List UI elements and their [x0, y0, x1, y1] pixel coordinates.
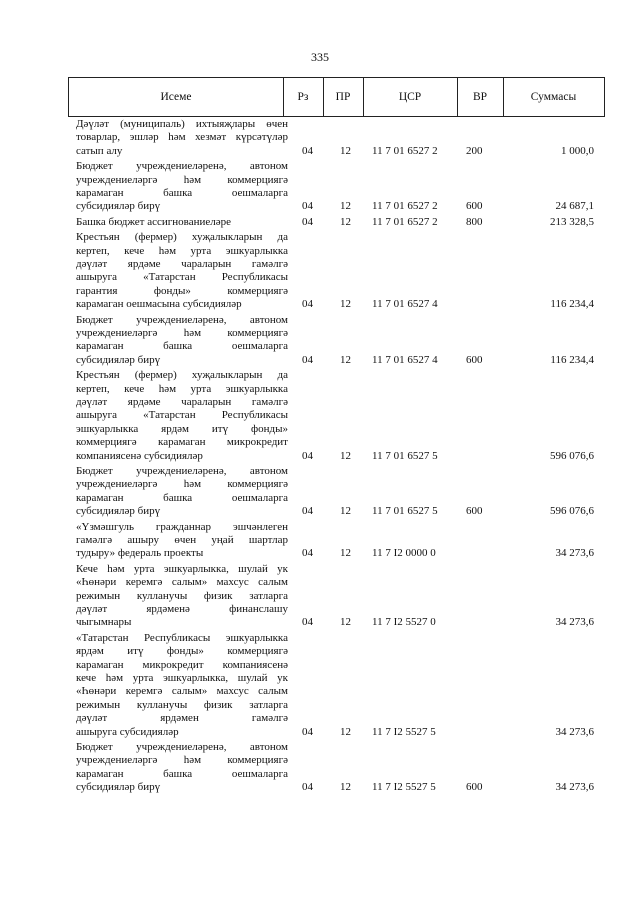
row-name-line: Кече һәм урта эшкуарлыкка, шулай ук [76, 562, 288, 575]
column-header-sum: Суммасы [530, 91, 577, 103]
row-name-line: карамаган микрокредит компаниясенә [76, 658, 288, 671]
row-vr: 600 [466, 353, 483, 366]
row-sum: 34 273,6 [555, 725, 594, 738]
column-header-rz: Рз [297, 91, 309, 103]
row-name-line: дәүләт ярдәме чараларын гамәлгә [76, 396, 288, 408]
row-name-line: сатып алу [76, 144, 123, 157]
row-csr: 11 7 I2 5527 5 [372, 781, 436, 794]
row-rz: 04 [302, 200, 313, 213]
row-name-line: ярдәм итү фонды» коммерциягә [76, 645, 288, 658]
row-name-line: чыгымнары [76, 616, 132, 629]
row-name-line: гарантия фонды» коммерциягә [76, 284, 288, 297]
row-pr: 12 [340, 144, 351, 157]
row-sum: 34 273,6 [555, 781, 594, 794]
row-name-line: ашыруга «Татарстан Республикасы [76, 271, 288, 284]
row-name-line: режимын кулланучы физик затларга [76, 698, 288, 711]
row-vr: 600 [466, 781, 483, 794]
row-csr: 11 7 01 6527 5 [372, 449, 438, 462]
row-csr: 11 7 01 6527 5 [372, 505, 438, 518]
row-name [76, 160, 288, 214]
row-pr: 12 [340, 505, 351, 518]
row-rz: 04 [302, 144, 313, 157]
row-sum: 596 076,6 [550, 449, 594, 462]
row-name-line: учреждениеләргә һәм коммерциягә [76, 173, 288, 186]
row-vr: 600 [466, 505, 483, 518]
row-csr: 11 7 01 6527 2 [372, 200, 438, 213]
row-pr: 12 [340, 215, 351, 228]
row-csr: 11 7 01 6527 4 [372, 298, 438, 311]
column-header-vr: ВР [472, 91, 488, 103]
row-name-line: дәүләт ярдәмен гамәлгә [76, 712, 288, 725]
row-csr: 11 7 01 6527 2 [372, 215, 438, 228]
row-name-line: «Татарстан Республикасы эшкуарлыкка [76, 631, 288, 644]
row-name-line: кертеп, кече һәм урта эшкуарлыкка [76, 244, 288, 257]
row-name-line: эшкуарлыкка ярдәм итү фонды» [76, 422, 288, 435]
row-name-line: «Һөнәри керемгә салым» махсус салым [76, 685, 288, 698]
row-name-line: карамаган башка оешмаларга [76, 340, 288, 353]
row-name-line: субсидияләр бирү [76, 200, 161, 213]
row-sum: 34 273,6 [555, 616, 594, 629]
row-name-line: дәүләт ярдәме чараларын гамәлгә [76, 258, 288, 270]
row-pr: 12 [340, 449, 351, 462]
row-sum: 116 234,4 [550, 298, 594, 311]
row-pr: 12 [340, 200, 351, 213]
row-name [76, 465, 288, 519]
row-name [76, 118, 288, 158]
row-sum: 213 328,5 [550, 215, 594, 228]
row-vr: 800 [466, 215, 483, 228]
row-name-line: субсидияләр бирү [76, 353, 161, 366]
row-name-line: Бюджет учреждениеләренә, автоном [76, 741, 288, 753]
row-name-line: карамаган башка оешмаларга [76, 767, 288, 780]
row-name [76, 314, 288, 368]
row-name-line: товарлар, эшләр һәм хезмәт күрсәтүләр [76, 131, 288, 144]
row-name [76, 521, 288, 561]
row-name-line: ашыруга «Татарстан Республикасы [76, 409, 288, 422]
row-name [76, 369, 288, 463]
row-name-line: Бюджет учреждениеләренә, автоном [76, 313, 288, 326]
row-name-line: коммерциягә карамаган микрокредит [76, 436, 288, 449]
row-rz: 04 [302, 725, 313, 738]
row-csr: 11 7 I2 5527 0 [372, 616, 436, 629]
row-name-line: режимын кулланучы физик затларга [76, 589, 288, 602]
row-name-line: кече һәм урта эшкуарлыкка, шулай ук [76, 672, 288, 685]
row-name-line: карамаган башка оешмаларга [76, 491, 288, 504]
row-csr: 11 7 I2 0000 0 [372, 547, 436, 560]
row-sum: 34 273,6 [555, 547, 594, 560]
row-rz: 04 [302, 505, 313, 518]
row-pr: 12 [340, 725, 351, 738]
row-csr: 11 7 01 6527 2 [372, 144, 438, 157]
row-name-line: субсидияләр бирү [76, 781, 161, 794]
row-vr: 600 [466, 200, 483, 213]
page-number: 335 [311, 50, 329, 64]
row-name-line: учреждениеләргә һәм коммерциягә [76, 327, 288, 339]
row-csr: 11 7 01 6527 4 [372, 353, 438, 366]
row-rz: 04 [302, 215, 313, 228]
column-header-csr: ЦСР [398, 91, 422, 103]
row-name [76, 563, 288, 630]
row-pr: 12 [340, 547, 351, 560]
row-rz: 04 [302, 449, 313, 462]
row-csr: 11 7 I2 5527 5 [372, 725, 436, 738]
row-name-line: гамәлгә ашыру өчен уңай шартлар [76, 534, 288, 546]
row-name [76, 632, 288, 739]
row-name-line: Крестьян (фермер) хуҗалыкларын да [76, 231, 288, 244]
column-header-pr: ПР [335, 91, 351, 103]
row-name-line: тудыру» федераль проекты [76, 547, 204, 560]
row-rz: 04 [302, 298, 313, 311]
row-name-line: компаниясенә субсидияләр [76, 449, 203, 462]
row-name-line: учреждениеләргә һәм коммерциягә [76, 478, 288, 491]
row-name-line: субсидияләр бирү [76, 505, 161, 518]
row-sum: 24 687,1 [555, 200, 594, 213]
row-name-line: кертеп, кече һәм урта эшкуарлыкка [76, 382, 288, 395]
row-name-line: карамаган башка оешмаларга [76, 187, 288, 199]
row-pr: 12 [340, 781, 351, 794]
row-pr: 12 [340, 298, 351, 311]
row-name-line: Крестьян (фермер) хуҗалыкларын да [76, 369, 288, 382]
table-header [68, 77, 605, 117]
row-vr: 200 [466, 144, 483, 157]
row-name-line: учреждениеләргә һәм коммерциягә [76, 754, 288, 767]
row-name [76, 231, 288, 311]
row-name [76, 216, 288, 229]
row-name [76, 741, 288, 795]
row-name-line: карамаган оешмасына субсидияләр [76, 298, 242, 311]
row-sum: 1 000,0 [561, 144, 594, 157]
row-name-line: ашыруга субсидияләр [76, 725, 179, 738]
row-name-line: Башка бюджет ассигнованиеләре [76, 215, 231, 228]
row-sum: 596 076,6 [550, 505, 594, 518]
row-name-line: дәүләт ярдәменә финанслашу [76, 603, 288, 616]
row-rz: 04 [302, 616, 313, 629]
row-pr: 12 [340, 353, 351, 366]
row-rz: 04 [302, 353, 313, 366]
row-name-line: «Үзмәшгуль гражданнар эшчәнлеген [76, 520, 288, 533]
row-name-line: «Һөнәри керемгә салым» махсус салым [76, 576, 288, 589]
row-name-line: Дәүләт (муниципаль) ихтыяҗлары өчен [76, 118, 288, 130]
column-header-name: Исеме [160, 91, 192, 103]
row-name-line: Бюджет учреждениеләренә, автоном [76, 465, 288, 477]
row-sum: 116 234,4 [550, 353, 594, 366]
row-rz: 04 [302, 547, 313, 560]
row-pr: 12 [340, 616, 351, 629]
row-rz: 04 [302, 781, 313, 794]
row-name-line: Бюджет учреждениеләренә, автоном [76, 160, 288, 173]
